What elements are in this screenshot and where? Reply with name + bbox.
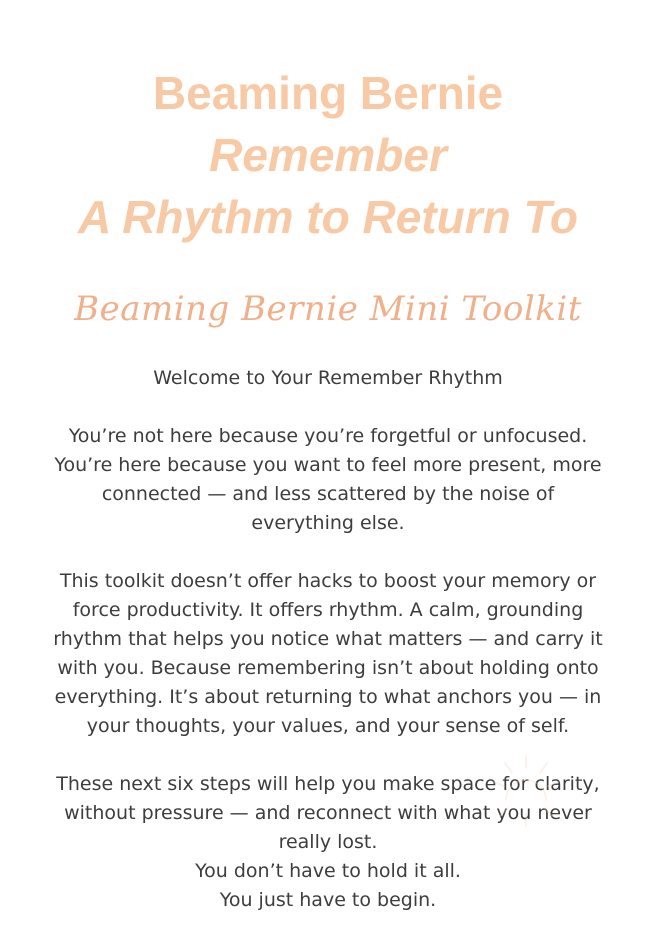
paragraph-3-line: These next six steps will help you make space for clarity, [56, 773, 600, 795]
paragraph-2-line: This toolkit doesn’t offer hacks to boost your memory or [59, 570, 597, 592]
paragraph-2-line: rhythm that helps you notice what matters — and carry it [53, 628, 603, 650]
body-text [30, 364, 626, 915]
paragraph-3-line: without pressure — and reconnect with what you never [64, 802, 592, 824]
welcome-line: Welcome to Your Remember Rhythm [153, 367, 503, 389]
paragraph-3-line: really lost. [278, 831, 378, 853]
paragraph-2-line: force productivity. It offers rhythm. A calm, grounding [72, 599, 584, 621]
page-title [0, 62, 656, 248]
toolkit-subtitle: Beaming Bernie Mini Toolkit [74, 289, 582, 329]
paragraph-1-line: You’re not here because you’re forgetful or unfocused. [68, 425, 588, 447]
paragraph-2-line: your thoughts, your values, and your sense of self. [86, 715, 570, 737]
paragraph-2-line: everything. It’s about returning to what anchors you — in [54, 686, 602, 708]
paragraph-3-line: You just have to begin. [219, 889, 437, 911]
sun-icon [486, 742, 566, 832]
paragraph-1-line: everything else. [251, 512, 405, 534]
title-line-rhythm: A Rhythm to Return To [78, 191, 578, 243]
paragraph-3-line: You don’t have to hold it all. [195, 860, 461, 882]
title-line-remember: Remember [209, 129, 447, 181]
title-line-brand: Beaming Bernie [152, 67, 504, 119]
paragraph-1-line: connected — and less scattered by the noise of [101, 483, 555, 505]
paragraph-1-line: You’re here because you want to feel more present, more [54, 454, 602, 476]
paragraph-2-line: with you. Because remembering isn’t about holding onto [57, 657, 599, 679]
